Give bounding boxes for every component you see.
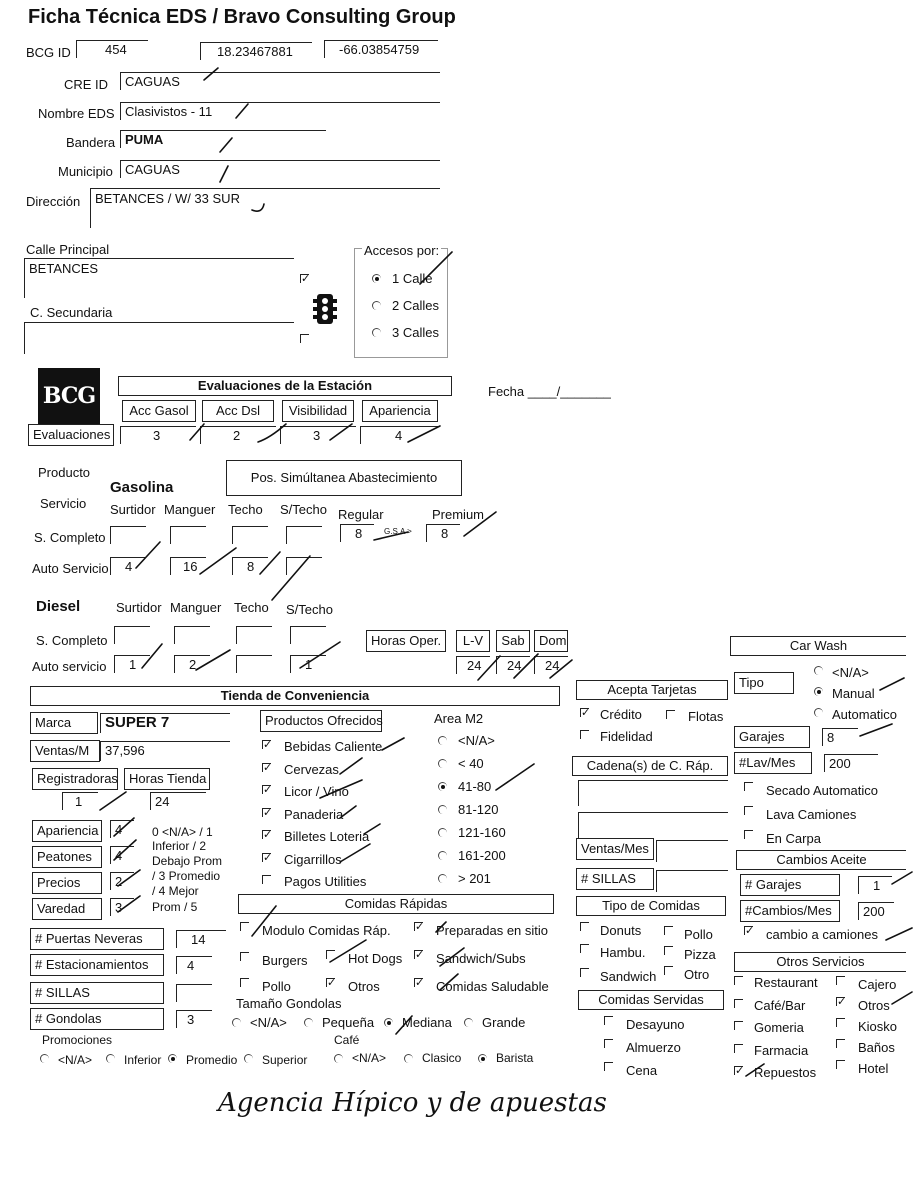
secado-checkbox[interactable] bbox=[744, 782, 753, 791]
gondola-option: Grande bbox=[482, 1015, 526, 1030]
direccion-field[interactable]: BETANCES / W/ 33 SUR bbox=[90, 188, 440, 228]
area-radio[interactable] bbox=[438, 805, 447, 814]
comida-checkbox[interactable] bbox=[240, 922, 249, 931]
producto-label: Bebidas Caliente bbox=[284, 739, 383, 754]
otro-servicio-checkbox[interactable] bbox=[734, 1021, 743, 1030]
cafe-label: Café bbox=[334, 1033, 360, 1047]
otro-servicio-label: Kiosko bbox=[858, 1019, 898, 1034]
rating-apariencia-value[interactable]: 4 bbox=[110, 820, 134, 838]
area-radio[interactable] bbox=[438, 736, 447, 745]
gas-col-surtidor: Surtidor bbox=[110, 502, 156, 517]
dsl-as-techo[interactable] bbox=[236, 655, 272, 673]
gas-sc-manguer[interactable] bbox=[170, 526, 206, 544]
area-option: 41-80 bbox=[458, 779, 492, 794]
gondola-option: Pequeña bbox=[322, 1015, 375, 1030]
accesos-label: Accesos por: bbox=[364, 243, 440, 258]
lav-mes-field[interactable]: 200 bbox=[824, 754, 878, 772]
marca-field[interactable]: SUPER 7 bbox=[100, 713, 230, 733]
tarjetas-title: Acepta Tarjetas bbox=[576, 680, 728, 700]
horas-lv-header: L-V bbox=[456, 630, 490, 652]
cafe-option: Clasico bbox=[422, 1051, 462, 1065]
credito-checkbox[interactable]: ✓ bbox=[581, 707, 591, 719]
tipo-comida-checkbox[interactable] bbox=[664, 926, 673, 935]
acc-gasol-header: Acc Gasol bbox=[122, 400, 196, 422]
gondola-option: <N/A> bbox=[250, 1015, 287, 1030]
carwash-tipo-label: Tipo bbox=[734, 672, 794, 694]
comida-label: Comidas Saludable bbox=[436, 979, 549, 994]
fecha-label: Fecha ____/_______ bbox=[488, 384, 611, 399]
calle-principal-field[interactable]: BETANCES bbox=[24, 258, 294, 298]
producto-checkbox[interactable]: ✓ bbox=[263, 784, 273, 796]
evaluaciones-section-title: Evaluaciones de la Estación bbox=[118, 376, 452, 396]
otro-servicio-label: Gomeria bbox=[754, 1020, 804, 1035]
gas-col-techo: Techo bbox=[228, 502, 263, 517]
longitude-field[interactable]: -66.03854759 bbox=[324, 40, 438, 58]
servida-label: Almuerzo bbox=[626, 1040, 681, 1055]
pos-simultanea-label: Pos. Simúltanea Abastecimiento bbox=[226, 460, 462, 496]
horas-oper-label: Horas Oper. bbox=[366, 630, 446, 652]
carwash-tipo-radio[interactable] bbox=[814, 708, 823, 717]
tipo-comida-label: Sandwich bbox=[600, 969, 657, 984]
otro-servicio-checkbox[interactable] bbox=[836, 1060, 845, 1069]
calle-secundaria-field[interactable] bbox=[24, 322, 294, 354]
servida-label: Desayuno bbox=[626, 1017, 685, 1032]
comida-label: Burgers bbox=[262, 953, 308, 968]
comida-checkbox[interactable]: ✓ bbox=[415, 949, 425, 961]
area-radio[interactable] bbox=[438, 851, 447, 860]
servicio-label: Servicio bbox=[40, 496, 87, 511]
apariencia-value[interactable]: 4 bbox=[360, 426, 440, 444]
handwritten-note: Agencia Hípico y de apuestas bbox=[218, 1088, 607, 1118]
cafe-radio[interactable] bbox=[478, 1054, 487, 1063]
estacionamientos-field[interactable]: 4 bbox=[176, 956, 212, 974]
dsl-sc-stecho[interactable] bbox=[290, 626, 326, 644]
carwash-tipo-option: Manual bbox=[832, 686, 875, 701]
bcg-logo: BCG bbox=[38, 368, 100, 424]
marca-label: Marca bbox=[30, 712, 98, 734]
calle-secundaria-checkbox[interactable] bbox=[300, 334, 309, 343]
promo-option: Promedio bbox=[186, 1053, 238, 1067]
otro-servicio-checkbox[interactable]: ✓ bbox=[837, 996, 847, 1008]
comidas-servidas-label: Comidas Servidas bbox=[578, 990, 724, 1010]
otro-servicio-checkbox[interactable] bbox=[836, 1039, 845, 1048]
gondola-radio[interactable] bbox=[232, 1018, 241, 1027]
promo-radio[interactable] bbox=[40, 1054, 49, 1063]
promo-radio[interactable] bbox=[106, 1054, 115, 1063]
dsl-auto-servicio-label: Auto servicio bbox=[32, 659, 107, 674]
calle-principal-checkbox[interactable]: ✓ bbox=[301, 273, 311, 285]
gas-as-techo[interactable]: 8 bbox=[232, 557, 268, 575]
rating-apariencia-label: Apariencia bbox=[32, 820, 102, 842]
form-title: Ficha Técnica EDS / Bravo Consulting Group bbox=[28, 6, 456, 28]
lav-mes-label: #Lav/Mes bbox=[734, 752, 812, 774]
flotas-label: Flotas bbox=[688, 709, 724, 724]
comida-label: Sandwich/Subs bbox=[436, 951, 526, 966]
municipio-label: Municipio bbox=[58, 164, 113, 179]
cambio-garajes-label: # Garajes bbox=[740, 874, 840, 896]
otro-servicio-checkbox[interactable] bbox=[734, 1044, 743, 1053]
ventas-m-label: Ventas/M bbox=[30, 740, 100, 762]
horas-dom-value[interactable]: 24 bbox=[534, 656, 568, 674]
gas-s-completo-label: S. Completo bbox=[34, 530, 106, 545]
cadena-sillas-label: # SILLAS bbox=[576, 868, 654, 890]
bandera-field[interactable]: PUMA bbox=[120, 130, 326, 148]
scale-line-1: 0 <N/A> / 1 bbox=[152, 825, 213, 839]
otro-servicio-label: Café/Bar bbox=[754, 997, 806, 1013]
en-carpa-checkbox[interactable] bbox=[744, 830, 753, 839]
otros-servicios-title: Otros Servicios bbox=[734, 952, 906, 972]
area-radio[interactable] bbox=[438, 782, 447, 791]
producto-checkbox[interactable]: ✓ bbox=[263, 806, 273, 819]
rating-varedad-label: Varedad bbox=[32, 898, 102, 920]
horas-tienda-label: Horas Tienda bbox=[124, 768, 210, 790]
producto-checkbox[interactable]: ✓ bbox=[263, 761, 273, 774]
otro-servicio-checkbox[interactable] bbox=[734, 999, 743, 1008]
garajes-field[interactable]: 8 bbox=[822, 728, 858, 746]
evaluaciones-label: Evaluaciones bbox=[28, 424, 114, 446]
tipo-comida-checkbox[interactable] bbox=[580, 922, 589, 931]
visibilidad-header: Visibilidad bbox=[282, 400, 354, 422]
rating-peatones-label: Peatones bbox=[32, 846, 102, 868]
area-radio[interactable] bbox=[438, 874, 447, 883]
acceso-option-3: 3 Calles bbox=[392, 325, 439, 340]
latitude-field[interactable]: 18.23467881 bbox=[200, 42, 312, 60]
bandera-label: Bandera bbox=[66, 135, 116, 150]
dsl-as-stecho[interactable]: 1 bbox=[290, 655, 326, 673]
acc-dsl-header: Acc Dsl bbox=[202, 400, 274, 422]
tipo-comida-label: Otro bbox=[684, 967, 710, 982]
municipio-field[interactable]: CAGUAS bbox=[120, 160, 440, 178]
promo-radio[interactable] bbox=[244, 1054, 253, 1063]
promo-option: Inferior bbox=[124, 1053, 162, 1067]
comidas-section-title: Comidas Rápidas bbox=[238, 894, 554, 914]
gondola-radio[interactable] bbox=[384, 1018, 393, 1027]
cre-id-label: CRE ID bbox=[64, 77, 109, 92]
producto-label: Producto bbox=[38, 465, 91, 480]
horas-dom-header: Dom bbox=[534, 630, 568, 652]
comida-label: Preparadas en sitio bbox=[436, 923, 549, 938]
producto-checkbox[interactable] bbox=[262, 875, 271, 884]
cambios-mes-field[interactable]: 200 bbox=[858, 902, 894, 920]
otro-servicio-label: Cajero bbox=[858, 977, 897, 992]
gas-sc-techo[interactable] bbox=[232, 526, 268, 544]
tipo-comida-checkbox[interactable] bbox=[580, 944, 589, 953]
cambios-mes-label: #Cambios/Mes bbox=[740, 900, 840, 922]
gondolas-label: # Gondolas bbox=[30, 1008, 164, 1030]
regular-label: Regular bbox=[338, 507, 384, 522]
dsl-sc-manguer[interactable] bbox=[174, 626, 210, 644]
comida-checkbox[interactable] bbox=[240, 978, 249, 987]
comida-label: Modulo Comidas Ráp. bbox=[262, 923, 391, 938]
comida-checkbox[interactable]: ✓ bbox=[415, 921, 425, 933]
acceso-radio-3[interactable] bbox=[372, 328, 381, 337]
dsl-col-manguer: Manguer bbox=[170, 600, 222, 615]
direccion-label: Dirección bbox=[26, 194, 81, 209]
carwash-tipo-radio[interactable] bbox=[814, 666, 823, 675]
gas-as-stecho[interactable] bbox=[286, 557, 322, 575]
comida-label: Hot Dogs bbox=[348, 951, 403, 966]
estacionamientos-label: # Estacionamientos bbox=[30, 954, 164, 976]
area-radio[interactable] bbox=[438, 759, 447, 768]
tamano-gondolas-label: Tamaño Gondolas bbox=[236, 996, 342, 1011]
producto-label: Billetes Loteria bbox=[284, 829, 370, 844]
rating-precios-value[interactable]: 2 bbox=[110, 872, 134, 890]
producto-label: Licor / Vino bbox=[284, 784, 349, 799]
gas-auto-servicio-label: Auto Servicio bbox=[32, 561, 109, 576]
servida-checkbox[interactable] bbox=[604, 1062, 613, 1071]
tipo-comida-checkbox[interactable] bbox=[664, 946, 673, 955]
calle-principal-label: Calle Principal bbox=[26, 242, 110, 257]
area-option: 121-160 bbox=[458, 825, 506, 840]
acc-dsl-value[interactable]: 2 bbox=[200, 426, 276, 444]
acc-gasol-value[interactable]: 3 bbox=[120, 426, 196, 444]
puertas-neveras-field[interactable]: 14 bbox=[176, 930, 226, 948]
secado-label: Secado Automatico bbox=[766, 783, 879, 798]
scale-line-3: Debajo Prom bbox=[152, 854, 223, 868]
promo-option: <N/A> bbox=[58, 1053, 93, 1067]
otro-servicio-label: Repuestos bbox=[754, 1065, 817, 1080]
gas-as-surtidor[interactable]: 4 bbox=[110, 557, 146, 575]
tienda-sillas-label: # SILLAS bbox=[30, 982, 164, 1004]
horas-sab-header: Sab bbox=[496, 630, 530, 652]
lava-camiones-label: Lava Camiones bbox=[766, 807, 857, 822]
rating-varedad-value[interactable]: 3 bbox=[110, 898, 134, 916]
tienda-section-title: Tienda de Conveniencia bbox=[30, 686, 560, 706]
fidelidad-checkbox[interactable] bbox=[580, 730, 589, 739]
dsl-col-stecho: S/Techo bbox=[286, 602, 333, 617]
dsl-sc-surtidor[interactable] bbox=[114, 626, 150, 644]
area-option: > 201 bbox=[458, 871, 491, 886]
gondola-option: Mediana bbox=[402, 1015, 452, 1030]
credito-label: Crédito bbox=[600, 707, 642, 722]
tipo-comida-label: Donuts bbox=[600, 923, 642, 938]
rating-precios-label: Precios bbox=[32, 872, 102, 894]
registradoras-label: Registradoras bbox=[32, 768, 118, 790]
cambios-aceite-title: Cambios Aceite bbox=[736, 850, 906, 870]
acceso-option-2: 2 Calles bbox=[392, 298, 439, 313]
tienda-sillas-field[interactable] bbox=[176, 984, 212, 1002]
carwash-tipo-radio[interactable] bbox=[814, 687, 823, 696]
dsl-col-surtidor: Surtidor bbox=[116, 600, 162, 615]
producto-label: Cigarrillos bbox=[284, 851, 342, 867]
bcg-id-label: BCG ID bbox=[26, 45, 71, 60]
scale-line-6: Prom / 5 bbox=[152, 900, 198, 914]
gas-as-manguer[interactable]: 16 bbox=[170, 557, 206, 575]
en-carpa-label: En Carpa bbox=[766, 831, 821, 846]
visibilidad-value[interactable]: 3 bbox=[280, 426, 356, 444]
fidelidad-label: Fidelidad bbox=[600, 729, 653, 744]
premium-value[interactable]: 8 bbox=[426, 524, 460, 542]
producto-checkbox[interactable]: ✓ bbox=[263, 851, 273, 864]
comida-checkbox[interactable] bbox=[326, 950, 335, 959]
traffic-light-icon bbox=[313, 293, 337, 325]
tipo-comida-label: Hambu. bbox=[600, 945, 646, 960]
cre-id-field[interactable]: CAGUAS bbox=[120, 72, 440, 90]
producto-checkbox[interactable]: ✓ bbox=[263, 829, 273, 841]
nombre-label: Nombre EDS bbox=[38, 106, 115, 121]
otro-servicio-label: Farmacia bbox=[754, 1042, 809, 1058]
acceso-option-1: 1 Calle bbox=[392, 271, 433, 286]
otro-servicio-checkbox[interactable] bbox=[836, 976, 845, 985]
cambio-camiones-checkbox[interactable]: ✓ bbox=[745, 925, 755, 937]
bcg-id-field[interactable]: 454 bbox=[76, 40, 148, 58]
carwash-tipo-option: <N/A> bbox=[832, 665, 869, 680]
cafe-option: <N/A> bbox=[352, 1051, 387, 1065]
otro-servicio-label: Baños bbox=[858, 1040, 895, 1055]
otro-servicio-label: Restaurant bbox=[754, 975, 818, 990]
area-radio[interactable] bbox=[438, 828, 447, 837]
tipo-comida-checkbox[interactable] bbox=[664, 966, 673, 975]
dsl-as-manguer[interactable]: 2 bbox=[174, 655, 210, 673]
productos-label: Productos Ofrecidos bbox=[260, 710, 382, 732]
scale-line-5: / 4 Mejor bbox=[152, 884, 199, 898]
registradoras-field[interactable]: 1 bbox=[62, 792, 98, 810]
cambio-garajes-field[interactable]: 1 bbox=[858, 876, 892, 894]
apariencia-header: Apariencia bbox=[362, 400, 438, 422]
area-option: <N/A> bbox=[458, 733, 495, 748]
premium-label: Premium bbox=[432, 507, 485, 522]
regular-value[interactable]: 8 bbox=[340, 524, 374, 542]
horas-tienda-field[interactable]: 24 bbox=[150, 792, 206, 810]
dsl-as-surtidor[interactable]: 1 bbox=[114, 655, 150, 673]
comida-checkbox[interactable] bbox=[240, 952, 249, 961]
calle-secundaria-label: C. Secundaria bbox=[30, 305, 113, 320]
gas-sc-surtidor[interactable] bbox=[110, 526, 146, 544]
gondola-radio[interactable] bbox=[304, 1018, 313, 1027]
producto-label: Panaderia bbox=[284, 806, 344, 822]
otro-servicio-label: Hotel bbox=[858, 1061, 889, 1076]
ventas-m-field[interactable]: 37,596 bbox=[100, 741, 230, 761]
dsl-sc-techo[interactable] bbox=[236, 626, 272, 644]
ventas-mes-field[interactable] bbox=[656, 840, 728, 862]
gondola-radio[interactable] bbox=[464, 1018, 473, 1027]
otro-servicio-checkbox[interactable] bbox=[734, 976, 743, 985]
cafe-option: Barista bbox=[496, 1051, 534, 1065]
tipo-comida-checkbox[interactable] bbox=[580, 968, 589, 977]
comida-checkbox[interactable]: ✓ bbox=[327, 977, 337, 989]
comida-checkbox[interactable]: ✓ bbox=[415, 977, 425, 989]
area-option: < 40 bbox=[458, 756, 484, 771]
servida-label: Cena bbox=[626, 1063, 658, 1078]
diesel-title: Diesel bbox=[36, 598, 81, 615]
dsl-s-completo-label: S. Completo bbox=[36, 633, 108, 648]
servida-checkbox[interactable] bbox=[604, 1016, 613, 1025]
puertas-neveras-label: # Puertas Neveras bbox=[30, 928, 164, 950]
gas-col-stecho: S/Techo bbox=[280, 502, 327, 517]
promociones-label: Promociones bbox=[42, 1033, 113, 1047]
nombre-field[interactable]: Clasivistos - 11 bbox=[120, 102, 440, 120]
cadena-sillas-field[interactable] bbox=[656, 870, 728, 892]
cafe-radio[interactable] bbox=[334, 1054, 343, 1063]
flotas-checkbox[interactable] bbox=[666, 710, 675, 719]
producto-checkbox[interactable]: ✓ bbox=[263, 739, 273, 751]
cadena-label: Cadena(s) de C. Ráp. bbox=[572, 756, 728, 776]
gsa-note: G.S.A > bbox=[384, 527, 412, 536]
tipo-comida-label: Pollo bbox=[684, 927, 713, 942]
scale-line-4: / 3 Promedio bbox=[152, 869, 221, 883]
gasolina-title: Gasolina bbox=[110, 479, 174, 496]
cadena-field-2[interactable] bbox=[578, 812, 728, 838]
horas-sab-value[interactable]: 24 bbox=[496, 656, 530, 674]
rating-peatones-value[interactable]: 4 bbox=[110, 846, 134, 864]
producto-label: Cervezas bbox=[284, 761, 339, 777]
promo-radio[interactable] bbox=[168, 1054, 177, 1063]
acceso-radio-1[interactable] bbox=[372, 274, 381, 283]
area-option: 81-120 bbox=[458, 802, 499, 817]
otro-servicio-label: Otros bbox=[858, 998, 890, 1013]
tipo-comidas-label: Tipo de Comidas bbox=[576, 896, 726, 916]
carwash-title: Car Wash bbox=[730, 636, 906, 656]
gas-col-manguer: Manguer bbox=[164, 502, 216, 517]
acceso-radio-2[interactable] bbox=[372, 301, 381, 310]
servida-checkbox[interactable] bbox=[604, 1039, 613, 1048]
gondolas-field[interactable]: 3 bbox=[176, 1010, 212, 1028]
otro-servicio-checkbox[interactable] bbox=[836, 1018, 845, 1027]
comida-label: Pollo bbox=[262, 979, 291, 994]
comida-label: Otros bbox=[348, 979, 380, 994]
garajes-label: Garajes bbox=[734, 726, 810, 748]
cadena-field-1[interactable] bbox=[578, 780, 728, 806]
producto-label: Pagos Utilities bbox=[284, 874, 367, 889]
area-option: 161-200 bbox=[458, 848, 506, 863]
scale-line-2: Inferior / 2 bbox=[152, 839, 207, 853]
carwash-tipo-option: Automatico bbox=[832, 707, 898, 722]
promo-option: Superior bbox=[262, 1053, 308, 1067]
cambio-camiones-label: cambio a camiones bbox=[766, 927, 878, 942]
dsl-col-techo: Techo bbox=[234, 600, 269, 615]
area-m2-label: Area M2 bbox=[434, 711, 484, 726]
cafe-radio[interactable] bbox=[404, 1054, 413, 1063]
horas-lv-value[interactable]: 24 bbox=[456, 656, 490, 674]
gas-sc-stecho[interactable] bbox=[286, 526, 322, 544]
tipo-comida-label: Pizza bbox=[684, 947, 716, 962]
otro-servicio-checkbox[interactable]: ✓ bbox=[735, 1065, 745, 1077]
lava-camiones-checkbox[interactable] bbox=[744, 806, 753, 815]
ventas-mes-label: Ventas/Mes bbox=[576, 838, 654, 860]
